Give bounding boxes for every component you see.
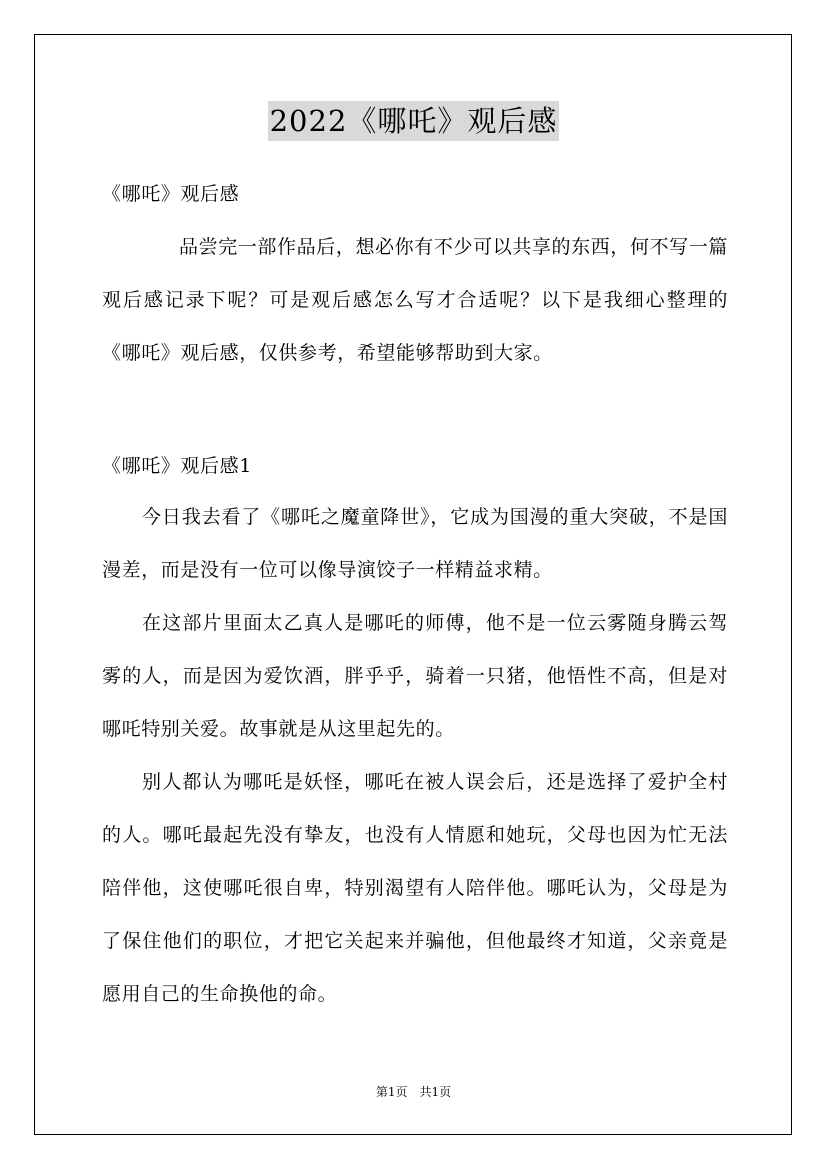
document-title: 2022《哪吒》观后感 bbox=[268, 101, 560, 141]
page-footer: 第1页 共1页 bbox=[375, 1085, 452, 1099]
section1-heading-block bbox=[102, 452, 728, 480]
section-heading: 《哪吒》观后感1 bbox=[102, 455, 252, 477]
title-container bbox=[0, 101, 827, 141]
body-block bbox=[102, 491, 728, 1021]
body-paragraph-2: 在这部片里面太乙真人是哪吒的师傅，他不是一位云雾随身腾云驾雾的人，而是因为爱饮酒，胖乎乎，骑着一只猪，他悟性不高，但是对哪吒特别关爱。故事就是从这里起先的。 bbox=[102, 612, 728, 740]
body-paragraph-3: 别人都认为哪吒是妖怪，哪吒在被人误会后，还是选择了爱护全村的人。哪吒最起先没有挚友，也没有人情愿和她玩，父母也因为忙无法陪伴他，这使哪吒很自卑，特别渴望有人陪伴他。哪吒认为，父母是为了保住他们的职位，才把它关起来并骗他，但他最终才知道，父亲竟是愿用自己的生命换他的命。 bbox=[102, 771, 728, 1005]
document-subtitle: 《哪吒》观后感 bbox=[102, 183, 240, 205]
body-paragraph-1: 今日我去看了《哪吒之魔童降世》，它成为国漫的重大突破，不是国漫差，而是没有一位可以像导演饺子一样精益求精。 bbox=[102, 506, 728, 581]
intro-block bbox=[102, 221, 728, 380]
intro-paragraph: 品尝完一部作品后，想必你有不少可以共享的东西，何不写一篇观后感记录下呢？可是观后感怎么写才合适呢？以下是我细心整理的《哪吒》观后感，仅供参考，希望能够帮助到大家。 bbox=[102, 236, 728, 364]
subtitle-block bbox=[102, 180, 728, 208]
